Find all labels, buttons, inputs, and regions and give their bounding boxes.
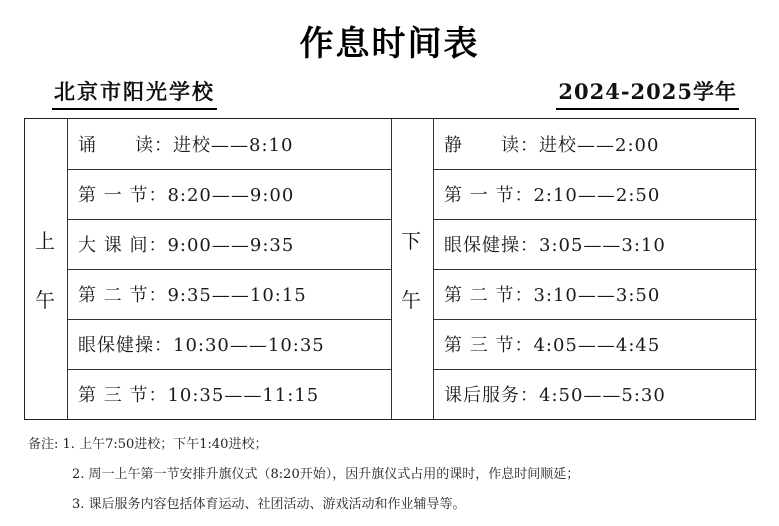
school-year: 2024-2025学年 xyxy=(556,76,739,110)
morning-label-char: 午 xyxy=(35,288,55,312)
note-item: 2. 周一上午第一节安排升旗仪式（8:20开始），因升旗仪式占用的课时，作息时间顺延； xyxy=(72,467,580,482)
afternoon-label-char: 下 xyxy=(401,229,421,253)
morning-row: 第 一 节：8:20——9:00 xyxy=(78,185,295,206)
school-name: 北京市阳光学校 xyxy=(52,76,217,110)
morning-label xyxy=(24,118,66,420)
morning-row: 诵 读：进校——8:10 xyxy=(78,135,294,156)
afternoon-row: 静 读：进校——2:00 xyxy=(444,135,660,156)
page-title: 作息时间表 xyxy=(299,24,480,64)
afternoon-row: 眼保健操：3:05——3:10 xyxy=(444,235,666,256)
morning-row: 眼保健操：10:30——10:35 xyxy=(78,335,325,356)
note-item: 1. 上午7:50进校；下午1:40进校； xyxy=(62,437,268,452)
afternoon-row: 课后服务：4:50——5:30 xyxy=(444,385,666,406)
notes-section xyxy=(28,430,579,520)
note-line-1 xyxy=(28,430,579,460)
note-item: 3. 课后服务内容包括体育运动、社团活动、游戏活动和作业辅导等。 xyxy=(72,497,466,512)
afternoon-row: 第 三 节：4:05——4:45 xyxy=(444,335,661,356)
afternoon-row: 第 一 节：2:10——2:50 xyxy=(444,185,661,206)
afternoon-row: 第 二 节：3:10——3:50 xyxy=(444,285,661,306)
morning-label-char: 上 xyxy=(35,229,55,253)
morning-row: 第 三 节：10:35——11:15 xyxy=(78,385,320,406)
morning-row: 大 课 间：9:00——9:35 xyxy=(78,235,295,256)
afternoon-label-char: 午 xyxy=(401,288,421,312)
afternoon-label xyxy=(390,118,432,420)
notes-label: 备注: xyxy=(28,437,59,452)
morning-row: 第 二 节：9:35——10:15 xyxy=(78,285,307,306)
